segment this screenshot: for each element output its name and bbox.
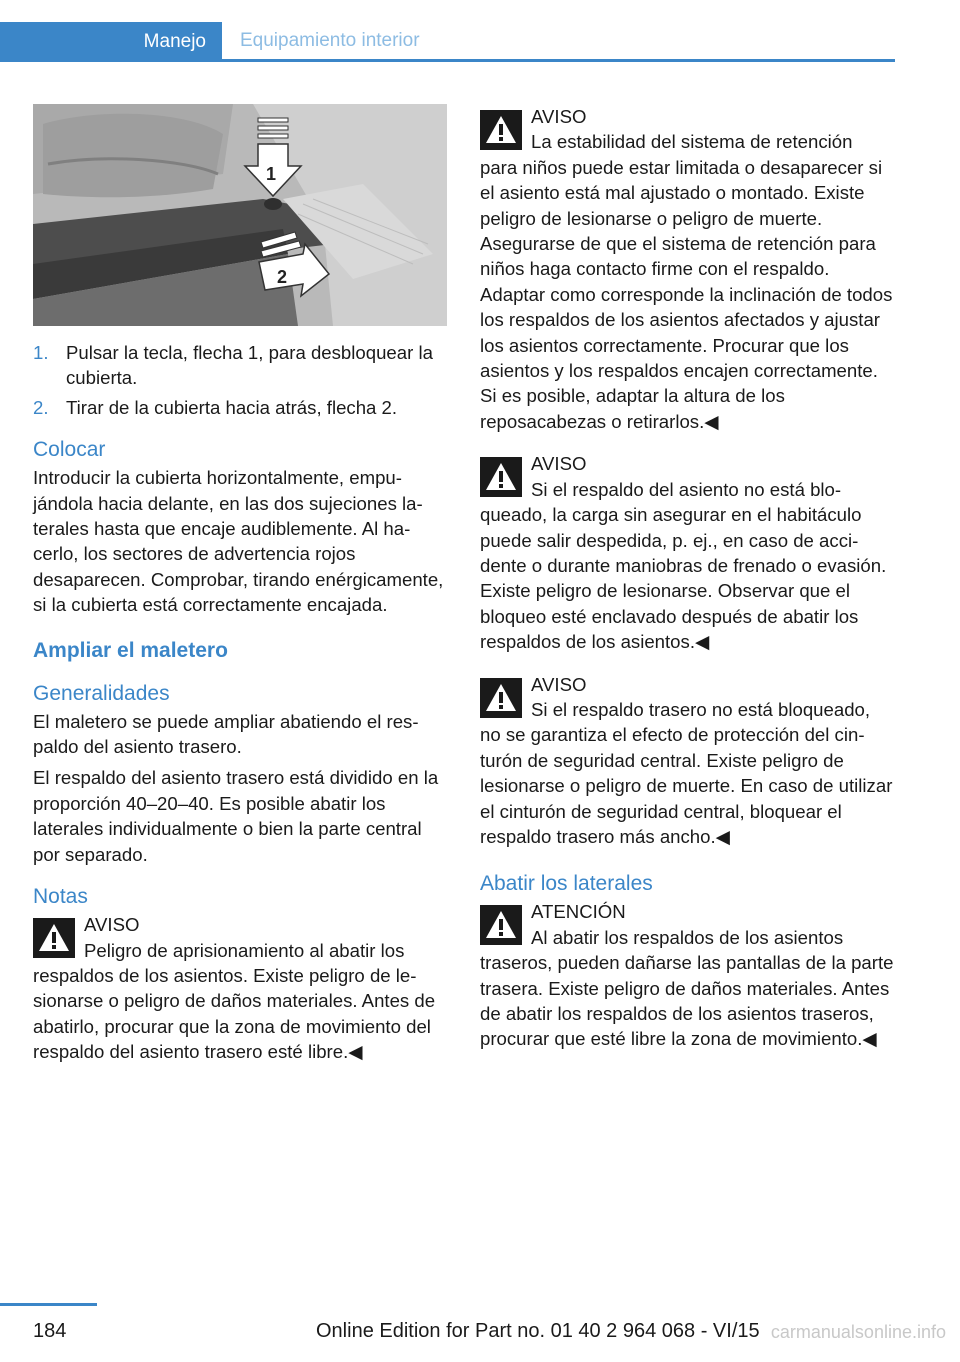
warning-triangle-icon	[480, 678, 522, 718]
warning-block	[33, 912, 447, 1064]
warning-title: AVISO	[531, 453, 587, 475]
colocar-text: Introducir la cubierta horizontalmente, empujándola hacia delante, en las dos sujeciones laterales hasta que encaje audiblemente. Al hacerlo, los sectores de advertencia rojos desaparecen. Comprobar, tirando enérgicamente, si la cubierta está correctamente encajada.	[33, 467, 444, 616]
warning-title: AVISO	[531, 673, 587, 695]
ampliar-heading: Ampliar el maletero	[33, 638, 228, 662]
watermark: carmanualsonline.info	[770, 1322, 946, 1342]
right-column	[480, 104, 894, 1052]
colocar-heading: Colocar	[33, 438, 106, 462]
warning-title: AVISO	[84, 914, 140, 936]
step-number: 2.	[33, 396, 49, 418]
warning-text: Si el respaldo del asiento no está bloqueado, la carga sin asegurar en el habitáculo puede salir despedida, p. ej., en caso de accidente o durante maniobras de frenado o evasión. Existe peligro de lesionarse. Observar que el bloqueo esté enclavado después de abatir los respaldos de los asientos.◀	[480, 478, 887, 653]
warning-block	[480, 104, 894, 434]
warning-triangle-icon	[480, 905, 522, 945]
section-label: Equipamiento interior	[240, 30, 420, 51]
warning-title: AVISO	[531, 106, 587, 127]
page-number-rule	[0, 1303, 97, 1306]
generalidades-paragraph-2: El respaldo del asiento trasero está dividido en la proporción 40–20–40. Es posible abatir los laterales individualmente o bien la parte central por separado.	[33, 767, 439, 865]
chapter-label: Manejo	[143, 31, 206, 52]
generalidades-heading: Generalidades	[33, 681, 170, 705]
warning-triangle-icon	[33, 918, 75, 958]
warning-block	[480, 672, 894, 850]
arrow-1-label: 1	[266, 164, 277, 184]
caution-title: ATENCIÓN	[531, 901, 626, 923]
footer-edition: Online Edition for Part no. 01 40 2 964 068 - VI/15	[316, 1320, 760, 1342]
generalidades-paragraph-1: El maletero se puede ampliar abatiendo el respaldo del asiento trasero.	[33, 710, 419, 758]
step-item	[33, 340, 447, 391]
page-number: 184	[33, 1320, 67, 1342]
caution-text: Al abatir los respaldos de los asientos traseros, pueden dañarse las pantallas de la parte trasera. Existe peligro de daños materiales. Antes de abatir los respaldos de los asientos traseros, procurar que esté libre la zona de movimiento.◀	[480, 926, 894, 1050]
warning-text: Si el respaldo trasero no está bloqueado, no se garantiza el efecto de protección del cinturón de seguridad central. Existe peligro de lesionarse o peligro de muerte. En caso de utilizar el cinturón de seguridad central, bloquear el respaldo trasero más ancho.◀	[480, 698, 893, 847]
warning-text: La estabilidad del sistema de retención para niños puede estar limitada o desaparecer si el asiento está mal ajustado o montado. Existe peligro de lesionarse o peligro de muerte. Asegurarse de que el sistema de retención para niños haga contacto firme con el respaldo. Adaptar como corresponde la inclinación de todos los respaldos de los asientos afectados y ajustar los asientos correctamente. Procurar que los asientos y los respaldos encajen correctamente. Si es posible, adaptar la altura de los reposacabezas o retirarlos.◀	[480, 131, 893, 432]
header-rule	[0, 59, 895, 62]
abatir-heading: Abatir los laterales	[480, 872, 653, 896]
step-number: 1.	[33, 342, 49, 363]
warning-triangle-icon	[480, 457, 522, 497]
step-text: Pulsar la tecla, flecha 1, para desbloquear la cubierta.	[66, 342, 433, 389]
warning-triangle-icon	[480, 110, 522, 150]
step-item	[33, 395, 447, 420]
illustration-svg	[33, 104, 447, 326]
notas-heading: Notas	[33, 885, 88, 909]
arrow-2-label: 2	[277, 267, 288, 287]
warning-text: Peligro de aprisionamiento al abatir los respaldos de los asientos. Existe peligro de lesionarse o peligro de daños materiales. Antes de abatirlo, procurar que la zona de movimiento del respaldo del asiento trasero esté libre.◀	[33, 939, 436, 1063]
step-text: Tirar de la cubierta hacia atrás, flecha 2.	[66, 396, 398, 418]
chapter-tab	[0, 22, 222, 62]
cargo-cover-illustration	[33, 104, 447, 326]
caution-block	[480, 899, 894, 1051]
warning-block	[480, 451, 894, 654]
left-column	[33, 104, 447, 1065]
steps-list	[33, 340, 447, 420]
page-header	[0, 0, 960, 62]
